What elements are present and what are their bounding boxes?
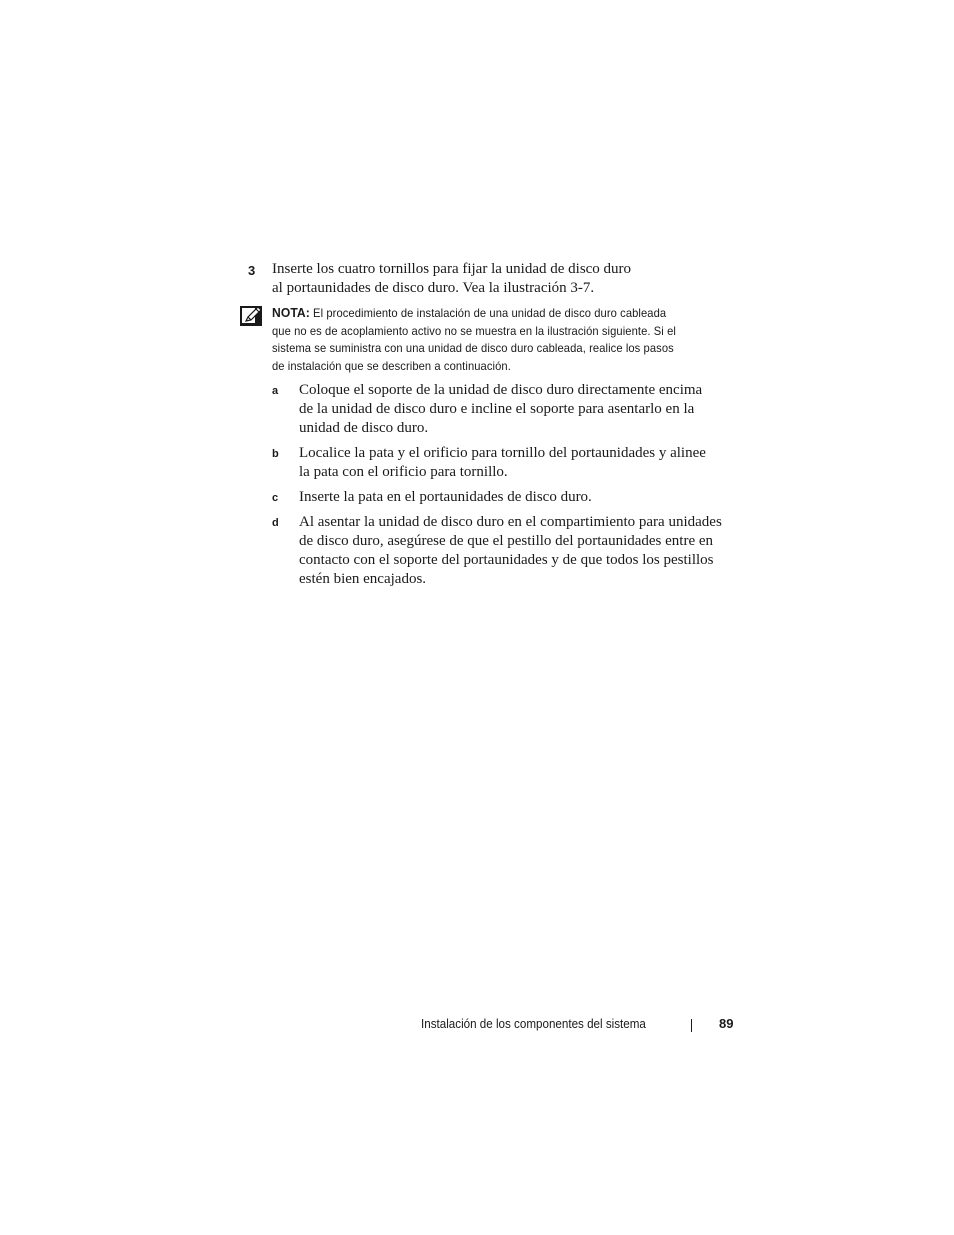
footer-section-title: Instalación de los componentes del sistema — [421, 1017, 646, 1031]
note-line: de instalación que se describen a continuación. — [272, 358, 511, 373]
substep-line: de disco duro, asegúrese de que el pestillo del portaunidades entre en — [299, 533, 714, 549]
page-number: 89 — [719, 1016, 734, 1031]
substep-letter: a — [272, 385, 279, 397]
substep-line: Localice la pata y el orificio para tornillo del portaunidades y alinee — [299, 445, 706, 461]
substep-line: Inserte la pata en el portaunidades de disco duro. — [299, 489, 592, 505]
step-line: al portaunidades de disco duro. Vea la ilustración 3-7. — [272, 280, 595, 296]
pencil-note-icon — [240, 306, 262, 326]
substep-line: estén bien encajados. — [299, 571, 427, 587]
substep-letter: b — [272, 448, 279, 460]
note-line: que no es de acoplamiento activo no se muestra en la ilustración siguiente. Si el — [272, 323, 676, 338]
note-text — [272, 304, 695, 375]
footer-separator — [691, 1019, 692, 1032]
substep-line: unidad de disco duro. — [299, 420, 429, 436]
substep-text — [299, 381, 739, 438]
substep-a — [272, 381, 742, 438]
substep-d — [272, 513, 742, 589]
substep-line: Coloque el soporte de la unidad de disco duro directamente encima — [299, 382, 703, 398]
substep-letter: c — [272, 492, 279, 504]
substep-line: contacto con el soporte del portaunidades y de que todos los pestillos — [299, 552, 714, 568]
step-line: Inserte los cuatro tornillos para fijar la unidad de disco duro — [272, 261, 632, 277]
substep-text — [299, 513, 739, 589]
note-line: El procedimiento de instalación de una unidad de disco duro cableada — [313, 306, 667, 320]
substep-text — [299, 488, 739, 507]
substep-list — [272, 381, 742, 595]
note-line: sistema se suministra con una unidad de disco duro cableada, realice los pasos — [272, 341, 674, 355]
substep-line: la pata con el orificio para tornillo. — [299, 464, 508, 480]
substep-text — [299, 444, 739, 482]
substep-letter: d — [272, 517, 279, 529]
step-number: 3 — [248, 263, 256, 278]
step-text — [272, 260, 682, 298]
substep-line: de la unidad de disco duro e incline el soporte para asentarlo en la — [299, 401, 695, 417]
substep-c — [272, 488, 742, 507]
note-label: NOTA: — [272, 305, 310, 320]
substep-b — [272, 444, 742, 482]
page-footer — [420, 1015, 740, 1035]
substep-line: Al asentar la unidad de disco duro en el compartimiento para unidades — [299, 514, 722, 530]
